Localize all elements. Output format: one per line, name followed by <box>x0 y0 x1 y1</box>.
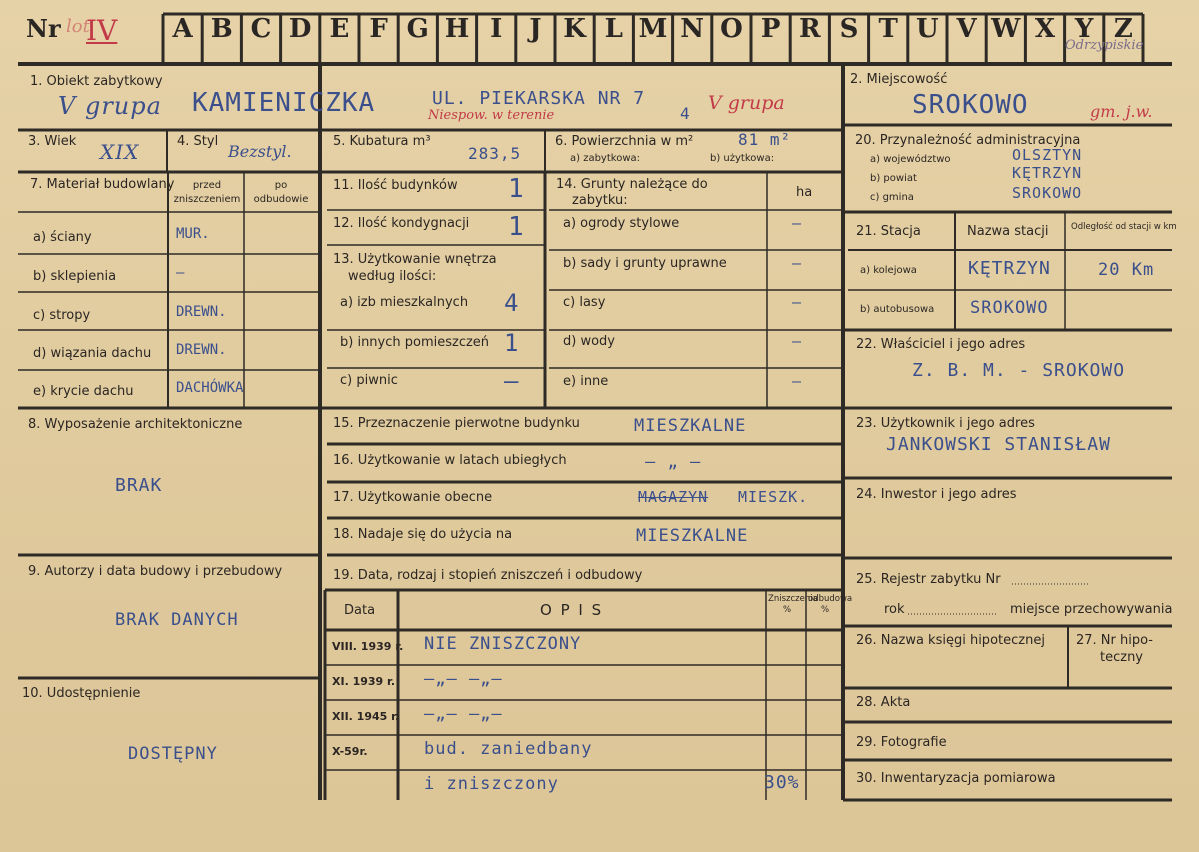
f7-row-label: d) wiązania dachu <box>33 346 152 361</box>
f7-col-after: po odbudowie <box>253 180 309 205</box>
f19-row-date: VIII. 1939 r. <box>332 640 404 653</box>
index-letter: I <box>490 14 503 44</box>
f13-label: 13. Użytkowanie wnętrza <box>333 252 497 267</box>
nr-faint-mark: lot <box>66 16 90 37</box>
f7-label: 7. Materiał budowlany <box>30 177 175 192</box>
f29-label: 29. Fotografie <box>856 735 947 750</box>
f21-bus-value: SROKOWO <box>970 298 1049 318</box>
f1-address: UL. PIEKARSKA NR 7 <box>432 88 646 109</box>
f7-row-value: DACHÓWKA <box>176 380 244 396</box>
f2-value: SROKOWO <box>912 90 1029 120</box>
f7-row-value: DREWN. <box>176 304 227 320</box>
index-letter: F <box>369 14 388 44</box>
f19-row-pct: 30% <box>764 772 800 793</box>
f30-label: 30. Inwentaryzacja pomiarowa <box>856 771 1056 786</box>
index-letter: U <box>916 14 939 44</box>
f14-row-label: b) sady i grunty uprawne <box>563 256 727 271</box>
index-letter: P <box>760 14 781 44</box>
f20-label: 20. Przynależność administracyjna <box>855 133 1081 148</box>
f19-col-desc: O P I S <box>540 601 604 619</box>
f14-row-value: — <box>792 214 803 232</box>
f9-value: BRAK DANYCH <box>115 610 239 630</box>
f2-note: gm. j.w. <box>1090 102 1153 121</box>
index-letter: B <box>210 14 233 44</box>
f17-value-struck: MAGAZYN <box>638 488 709 506</box>
f21-bus-label: b) autobusowa <box>860 304 935 315</box>
f3-value: XIX <box>100 140 140 164</box>
f20-b-value: KĘTRZYN <box>1012 164 1083 182</box>
f16-label: 16. Użytkowanie w latach ubiegłych <box>333 453 567 468</box>
f20-a-value: OLSZTYN <box>1012 146 1083 164</box>
f7-row-label: e) krycie dachu <box>33 384 134 399</box>
index-letter: M <box>638 14 668 44</box>
f18-label: 18. Nadaje się do użycia na <box>333 527 513 542</box>
f25-rok: rok <box>884 602 905 617</box>
f27-label2: teczny <box>1100 650 1143 665</box>
f11-label: 11. Ilość budynków <box>333 178 458 193</box>
f15-label: 15. Przeznaczenie pierwotne budynku <box>333 416 580 431</box>
f13-row-value: 4 <box>504 289 520 317</box>
f14-unit: ha <box>796 185 813 200</box>
nr-value: IV <box>86 14 118 47</box>
f23-label: 23. Użytkownik i jego adres <box>856 416 1035 431</box>
f19-row-desc: i zniszczony <box>424 774 559 794</box>
f12-label: 12. Ilość kondygnacji <box>333 216 470 231</box>
f20-c-label: c) gmina <box>870 192 914 203</box>
f13-row-label: c) piwnic <box>340 373 398 388</box>
f6-value: 81 m² <box>738 130 792 149</box>
f2-label: 2. Miejscowość <box>850 72 948 87</box>
f21-col-name: Nazwa stacji <box>967 224 1049 239</box>
f21-rail-label: a) kolejowa <box>860 265 917 276</box>
f19-row-desc: NIE ZNISZCZONY <box>424 634 582 654</box>
index-letter: H <box>444 14 470 44</box>
f13-row-label: b) innych pomieszczeń <box>340 335 490 350</box>
f22-label: 22. Właściciel i jego adres <box>856 337 1026 352</box>
f14-row-value: — <box>792 332 803 350</box>
f1-name: KAMIENICZKA <box>192 88 376 118</box>
f6-label: 6. Powierzchnia w m² <box>555 134 694 149</box>
f24-label: 24. Inwestor i jego adres <box>856 487 1017 502</box>
f9-label: 9. Autorzy i data budowy i przebudowy <box>28 564 283 579</box>
f4-label: 4. Styl <box>177 134 219 149</box>
f11-value: 1 <box>508 174 525 204</box>
f25-miejsce: miejsce przechowywania <box>1010 602 1173 617</box>
f20-c-value: SROKOWO <box>1012 184 1083 202</box>
f13-row-value: 1 <box>504 329 520 357</box>
f14-row-label: a) ogrody stylowe <box>563 216 680 231</box>
index-letter: D <box>288 14 312 44</box>
f5-label: 5. Kubatura m³ <box>333 134 431 149</box>
f14-row-label: e) inne <box>563 374 609 389</box>
index-letter: X <box>1034 14 1056 44</box>
f20-a-label: a) województwo <box>870 154 951 165</box>
index-letter: J <box>529 14 542 44</box>
f3-label: 3. Wiek <box>28 134 77 149</box>
f12-value: 1 <box>508 212 525 242</box>
f18-value: MIESZKALNE <box>636 526 749 546</box>
f17-value: MIESZK. <box>738 488 809 506</box>
f8-label: 8. Wyposażenie architektoniczne <box>28 417 243 432</box>
f8-value: BRAK <box>115 475 163 496</box>
f19-label: 19. Data, rodzaj i stopień zniszczeń i odbudowy <box>333 568 643 583</box>
f14-row-value: — <box>792 372 803 390</box>
index-letter: S <box>839 14 859 44</box>
index-letter: W <box>991 14 1021 44</box>
f14-label2: zabytku: <box>572 193 628 208</box>
f10-label: 10. Udostępnienie <box>22 686 141 701</box>
index-letter: K <box>563 14 586 44</box>
index-letter: G <box>406 14 429 44</box>
f28-label: 28. Akta <box>856 695 911 710</box>
f16-value: — „ — <box>645 452 702 472</box>
index-letter: Z <box>1113 14 1133 44</box>
f23-value: JANKOWSKI STANISŁAW <box>886 434 1111 455</box>
f4-value: Bezstyl. <box>228 142 292 161</box>
f19-col-date: Data <box>344 603 376 618</box>
f5-value: 283,5 <box>468 144 522 163</box>
f21-rail-dist: 20 Km <box>1098 260 1155 280</box>
index-letter: N <box>680 14 705 44</box>
f14-row-value: — <box>792 254 803 272</box>
f7-row-value: — <box>176 265 185 281</box>
f14-row-value: — <box>792 293 803 311</box>
f15-value: MIESZKALNE <box>634 416 747 436</box>
f21-col-dist: Odległość od stacji w km <box>1071 222 1177 232</box>
f19-row-date: X-59r. <box>332 745 368 758</box>
f7-row-label: b) sklepienia <box>33 269 117 284</box>
f1-address-num: 4 <box>680 104 691 123</box>
f13-row-value: — <box>504 367 520 395</box>
index-letter: Y <box>1074 14 1094 44</box>
f20-b-label: b) powiat <box>870 173 917 184</box>
f7-row-value: DREWN. <box>176 342 227 358</box>
index-letter: A <box>172 14 193 44</box>
f6-sub-a: a) zabytkowa: <box>570 153 640 164</box>
f14-row-label: c) lasy <box>563 295 606 310</box>
f21-rail-value: KĘTRZYN <box>968 258 1051 279</box>
f19-row-desc: bud. zaniedbany <box>424 739 593 759</box>
f14-label: 14. Grunty należące do <box>556 177 708 192</box>
f1-red-sub: Niespow. w terenie <box>428 108 555 123</box>
f13-row-label: a) izb mieszkalnych <box>340 295 469 310</box>
f10-value: DOSTĘPNY <box>128 744 218 764</box>
index-letter: T <box>878 14 898 44</box>
index-letter: O <box>720 14 743 44</box>
f1-note-right: V grupa <box>708 92 785 114</box>
f1-label: 1. Obiekt zabytkowy <box>30 74 163 89</box>
f19-col-od: odbudowa % <box>808 594 853 615</box>
f19-row-date: XII. 1945 r. <box>332 710 400 723</box>
f7-row-label: a) ściany <box>33 230 92 245</box>
f27-label: 27. Nr hipo- <box>1076 633 1153 648</box>
corner-note: Odrzypiskie <box>1065 38 1144 53</box>
f14-row-label: d) wody <box>563 334 615 349</box>
f26-label: 26. Nazwa księgi hipotecznej <box>856 633 1045 648</box>
nr-label: Nr <box>26 14 61 43</box>
f13-label2: według ilości: <box>348 269 437 284</box>
f19-row-date: XI. 1939 r. <box>332 675 396 688</box>
f19-col-zn: Zniszczenia % <box>768 594 818 615</box>
f22-value: Z. B. M. - SROKOWO <box>912 360 1126 381</box>
f7-row-value: MUR. <box>176 226 210 242</box>
index-letter: R <box>798 14 821 44</box>
f6-sub-b: b) użytkowa: <box>710 153 775 164</box>
f21-label: 21. Stacja <box>856 224 921 239</box>
f25-label: 25. Rejestr zabytku Nr <box>856 572 1001 587</box>
f17-label: 17. Użytkowanie obecne <box>333 490 493 505</box>
f19-row-desc: —„— —„— <box>424 704 503 724</box>
index-letter: E <box>329 14 350 44</box>
f7-row-label: c) stropy <box>33 308 91 323</box>
index-letter: C <box>250 14 272 44</box>
index-letter: V <box>956 14 977 44</box>
f1-note-left: V grupa <box>58 92 162 120</box>
f19-row-desc: —„— —„— <box>424 669 503 689</box>
f7-col-before: przed zniszczeniem <box>173 180 241 205</box>
index-letter: L <box>604 14 623 44</box>
